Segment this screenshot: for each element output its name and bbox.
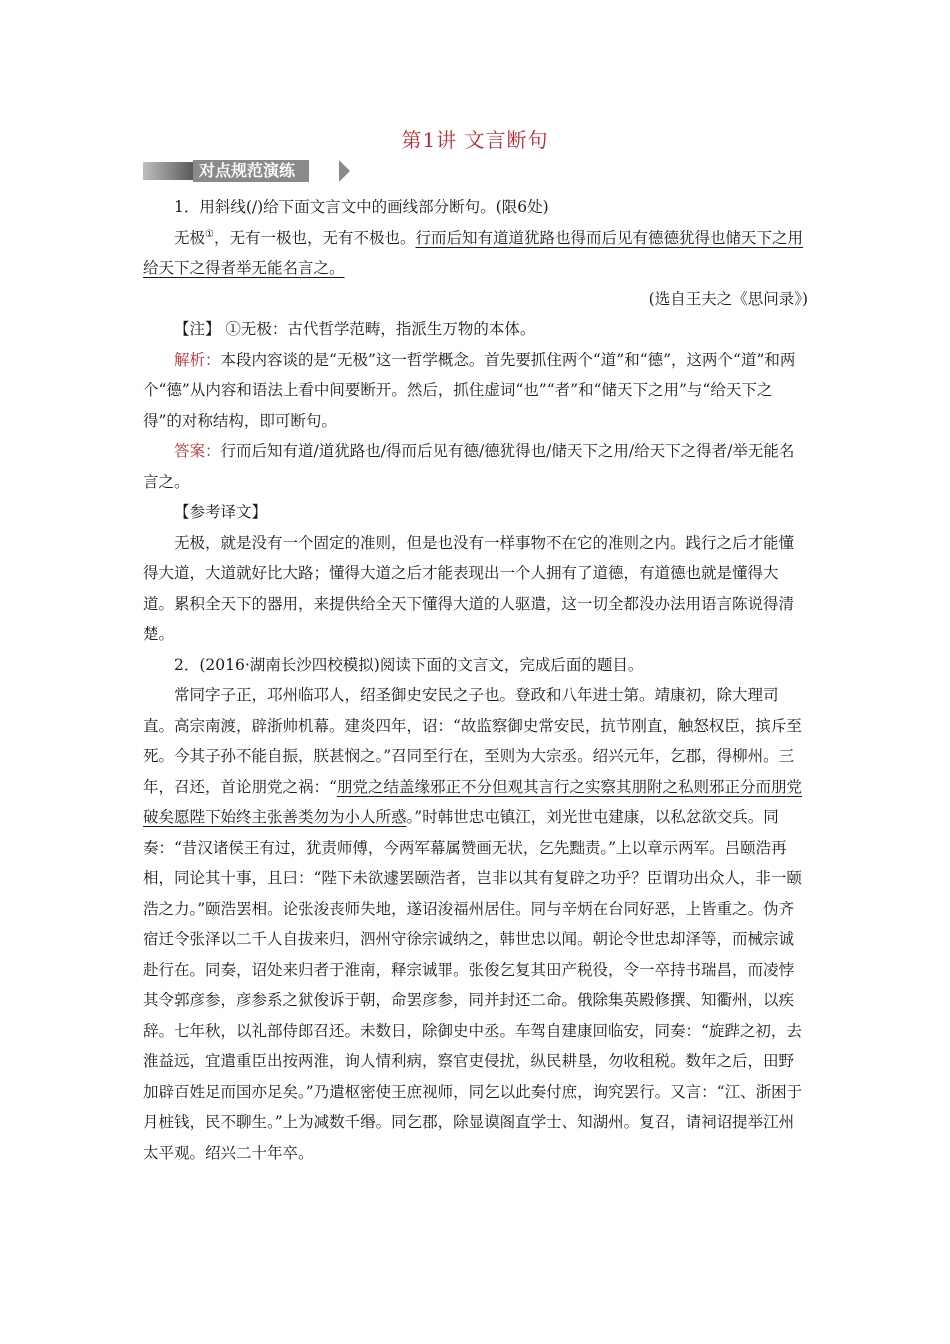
banner-gradient-bar bbox=[143, 162, 193, 180]
translation-text: 无极，就是没有一个固定的准则，但是也没有一样事物不在它的准则之内。践行之后才能懂得大道，大道就好比大路；懂得大道之后才能表现出一个人拥有了道德，有道德也就是懂得大道。累积全天下的器用，来提供给全天下懂得大道的人驱遣，这一切全都没办法用语言陈说得清楚。 bbox=[143, 533, 795, 643]
passage-text-lead: 无极 bbox=[174, 228, 206, 247]
page-title: 第1讲 文言断句 bbox=[401, 128, 549, 152]
question-2-prompt: 2．(2016·湖南长沙四校模拟)阅读下面的文言文，完成后面的题目。 bbox=[174, 655, 644, 674]
analysis bbox=[143, 345, 808, 437]
question-1-prompt: 1．用斜线(/)给下面文言文中的画线部分断句。(限6处) bbox=[174, 198, 549, 216]
underlined-passage: 行而后知有道道犹路也得而后见有德德犹得也储天下之用给天下之得者举无能名言之。 bbox=[143, 228, 804, 277]
passage-source: (选自王夫之《思问录》) bbox=[648, 289, 808, 308]
answer bbox=[143, 436, 808, 497]
passage-text: ，无有一极也，无有不极也。 bbox=[213, 228, 416, 247]
question-2-text-start: 常同字子正，邛州临邛人，绍圣御史安民之子也。登政和八年进士第。靖康初，除大理司直。高宗南渡，辟浙帅机幕。建炎四年，诏：“故监察御史常安民，抗节刚直，触怒权臣，摈斥至死。今其子孙不能自振，朕甚悯之。”召同至行在，至则为大宗丞。绍兴元年，乞郡，得柳州。三年，召还，首论朋党之祸：“ bbox=[143, 686, 802, 796]
question-2-passage bbox=[143, 680, 808, 1168]
translation-heading: 【参考译文】 bbox=[174, 503, 268, 521]
analysis-text: 本段内容谈的是“无极”这一哲学概念。首先要抓住两个“道”和“德”，这两个“道”和两个“德”从内容和语法上看中间要断开。然后，抓住虚词“也”“者”和“储天下之用”与“给天下之得”的对称结构，即可断句。 bbox=[143, 350, 796, 430]
answer-text: 行而后知有道/道犹路也/得而后见有德/德犹得也/储天下之用/给天下之得者/举无能名言之。 bbox=[143, 442, 795, 491]
footnote-marker: ① bbox=[205, 228, 214, 240]
section-banner bbox=[143, 160, 353, 182]
question-2-underlined: 朋党之结盖缘邪正不分但观其言行之实察其朋附之私则邪正分而朋党破矣愿陛下始终主张善类勿为小人所惑 bbox=[143, 777, 802, 826]
footnote: 【注】 ①无极：古代哲学范畴，指派生万物的本体。 bbox=[174, 320, 536, 338]
answer-label: 答案： bbox=[174, 442, 221, 460]
question-1-passage bbox=[143, 223, 808, 284]
question-2-text-end: 。”时韩世忠屯镇江，刘光世屯建康，以私忿欲交兵。同奏：“昔汉诸侯王有过，犹责师傅，今两军幕属赞画无状，乞先黜责。”上以章示两军。吕颐浩再相，同论其十事，且曰：“陛下未欲遽罢颐浩者，岂非以其有复辟之功乎？臣谓功出众人，非一颐浩之力。”颐浩罢相。论张浚丧师失地，遂诏浚福州居住。同与辛炳在台同好恶，上皆重之。伪齐宿迁令张泽以二千人自拔来归，泗州守徐宗诚纳之，韩世忠以闻。朝论令世忠却泽等，而械宗诚赴行在。同奏，诏处来归者于淮南，释宗诚罪。张俊乞复其田产税役，令一卒持书瑞昌，而凌悖其令郭彦参，彦参系之狱俊诉于朝，命罢彦参，同并封还二命。俄除集英殿修撰、知衢州，以疾辞。七年秋，以礼部侍郎召还。未数日，除御史中丞。车驾自建康回临安，同奏：“旋跸之初，去淮益远，宜遣重臣出按两淮，询人情利病，察官吏侵扰，纵民耕垦，勿收租税。数年之后，田野加辟百姓足而国亦足矣。”乃遣枢密使王庶视师，同乞以此奏付庶，询究罢行。又言：“江、浙困于月桩钱，民不聊生。”上为减数千缗。同乞郡，除显谟阁直学士、知湖州。复召，请祠诏提举江州太平观。绍兴二十年卒。 bbox=[143, 808, 803, 1162]
exercise-content bbox=[143, 192, 808, 1168]
banner-arrow-icon bbox=[339, 160, 350, 182]
banner-label: 对点规范演练 bbox=[193, 160, 309, 182]
analysis-label: 解析： bbox=[174, 350, 221, 369]
